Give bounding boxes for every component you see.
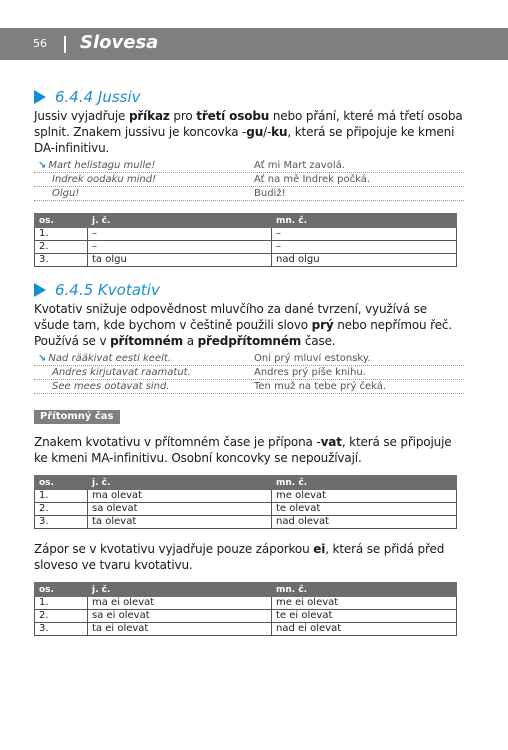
- example-estonian-text: Nad rääkivat eesti keelt.: [48, 353, 171, 364]
- table-row: [35, 228, 457, 241]
- table-cell: 2.: [35, 241, 88, 254]
- example-estonian-text: Mart helistagu mulle!: [48, 160, 156, 171]
- text-run: Znakem kvotativu v přítomném čase je přípona -: [34, 435, 321, 449]
- bold-term: třetí osobu: [196, 109, 270, 123]
- kvotativ-present-table: [34, 475, 457, 529]
- page-number: 56: [33, 37, 47, 50]
- text-run: Zápor se v kvotativu vyjadřuje pouze záporkou: [34, 542, 314, 556]
- column-header: mn. č.: [272, 214, 457, 228]
- column-header: os.: [35, 476, 88, 490]
- table-cell: 3.: [35, 516, 88, 529]
- table-cell: me olevat: [272, 490, 457, 503]
- table-row: [35, 241, 457, 254]
- triangle-bullet-icon: [34, 90, 46, 104]
- table-row: [35, 516, 457, 529]
- table-row: [35, 254, 457, 267]
- example-czech: Ať mi Mart zavolá.: [254, 160, 345, 171]
- table-cell: ta ei olevat: [88, 623, 272, 636]
- column-header: j. č.: [88, 583, 272, 597]
- text-run: , která se přidá před sloveso ve tvaru kvotativu.: [34, 542, 445, 572]
- text-run: nebo přání, které má třetí osoba splnit. Znakem jussivu je koncovka -: [34, 109, 463, 139]
- table-cell: te ei olevat: [272, 610, 457, 623]
- section-title: 6.4.5 Kvotativ: [55, 281, 160, 299]
- table-cell: –: [88, 228, 272, 241]
- bold-term: vat: [320, 435, 342, 449]
- table-header-row: [35, 583, 457, 597]
- column-header: mn. č.: [272, 583, 457, 597]
- jussiv-examples: [34, 159, 464, 201]
- text-run: pro: [169, 109, 197, 123]
- example-estonian: [34, 187, 254, 200]
- column-header: os.: [35, 214, 88, 228]
- arrow-down-right-icon: ↘: [38, 160, 47, 171]
- example-czech: Budiž!: [254, 188, 286, 199]
- table-cell: sa olevat: [88, 503, 272, 516]
- page-content: [34, 88, 464, 636]
- section-heading-jussiv: [34, 88, 464, 106]
- chapter-title: Slovesa: [80, 32, 159, 53]
- example-estonian: [34, 159, 254, 172]
- text-run: Kvotativ snižuje odpovědnost mluvčího za dané tvrzení, využívá se všude tam, kde bychom v češtině použili slovo: [34, 302, 427, 332]
- text-run: , která se připojuje ke kmeni MA-infinitivu. Osobní koncovky se nepoužívají.: [34, 435, 452, 465]
- column-header: mn. č.: [272, 476, 457, 490]
- section-heading-kvotativ: [34, 281, 464, 299]
- table-cell: 2.: [35, 610, 88, 623]
- example-row: [34, 173, 464, 187]
- example-estonian-text: See mees ootavat sind.: [52, 381, 170, 392]
- bold-term: prý: [311, 318, 334, 332]
- example-estonian: [34, 352, 254, 365]
- table-cell: –: [88, 241, 272, 254]
- text-run: , která se připojuje ke kmeni DA-infinitivu.: [34, 125, 455, 155]
- subheading-present-tense: Přítomný čas: [34, 410, 120, 424]
- triangle-bullet-icon: [34, 283, 46, 297]
- example-estonian: [34, 173, 254, 186]
- table-cell: nad olgu: [272, 254, 457, 267]
- table-row: [35, 610, 457, 623]
- page-header: [0, 28, 508, 60]
- table-row: [35, 503, 457, 516]
- example-estonian-text: Andres kirjutavat raamatut.: [52, 367, 191, 378]
- example-estonian-text: Indrek oodaku mind!: [52, 174, 157, 185]
- table-cell: 2.: [35, 503, 88, 516]
- text-run: a: [183, 334, 198, 348]
- example-row: [34, 366, 464, 380]
- column-header: j. č.: [88, 476, 272, 490]
- table-cell: 3.: [35, 623, 88, 636]
- text-run: nebo nepřímou řeč. Používá se v: [34, 318, 453, 348]
- table-cell: ma ei olevat: [88, 597, 272, 610]
- example-estonian: [34, 380, 254, 393]
- table-cell: 1.: [35, 597, 88, 610]
- example-czech: Andres prý píše knihu.: [254, 367, 366, 378]
- example-czech: Ať na mě Indrek počká.: [254, 174, 371, 185]
- table-cell: nad ei olevat: [272, 623, 457, 636]
- kvotativ-description: [34, 301, 464, 349]
- bold-term: předpřítomném: [197, 334, 302, 348]
- kvotativ-negation-table: [34, 582, 457, 636]
- text-run: čase.: [301, 334, 336, 348]
- present-tense-description: [34, 434, 464, 466]
- example-czech: Oni prý mluví estonsky.: [254, 353, 371, 364]
- table-row: [35, 623, 457, 636]
- example-row: [34, 352, 464, 366]
- example-estonian: [34, 366, 254, 379]
- arrow-down-right-icon: ↘: [38, 353, 47, 364]
- jussiv-description: [34, 108, 464, 156]
- bold-term: příkaz: [128, 109, 170, 123]
- text-run: Jussiv vyjadřuje: [34, 109, 129, 123]
- table-cell: ta olgu: [88, 254, 272, 267]
- table-cell: ma olevat: [88, 490, 272, 503]
- table-cell: nad olevat: [272, 516, 457, 529]
- table-cell: 1.: [35, 228, 88, 241]
- bold-term: gu: [246, 125, 264, 139]
- table-row: [35, 490, 457, 503]
- bold-term: ku: [271, 125, 288, 139]
- table-cell: ta olevat: [88, 516, 272, 529]
- table-cell: sa ei olevat: [88, 610, 272, 623]
- table-row: [35, 597, 457, 610]
- column-header: os.: [35, 583, 88, 597]
- column-header: j. č.: [88, 214, 272, 228]
- header-divider: [64, 36, 66, 53]
- kvotativ-examples: [34, 352, 464, 394]
- section-title: 6.4.4 Jussiv: [55, 88, 141, 106]
- table-cell: –: [272, 241, 457, 254]
- table-cell: me ei olevat: [272, 597, 457, 610]
- bold-term: ei: [313, 542, 326, 556]
- example-czech: Ten muž na tebe prý čeká.: [254, 381, 387, 392]
- table-cell: 1.: [35, 490, 88, 503]
- jussiv-table: [34, 213, 457, 267]
- table-cell: –: [272, 228, 457, 241]
- example-row: [34, 159, 464, 173]
- example-row: [34, 380, 464, 394]
- text-run: /-: [263, 125, 272, 139]
- table-header-row: [35, 476, 457, 490]
- table-header-row: [35, 214, 457, 228]
- example-row: [34, 187, 464, 201]
- negation-description: [34, 541, 464, 573]
- example-estonian-text: Olgu!: [52, 188, 80, 199]
- table-cell: 3.: [35, 254, 88, 267]
- table-cell: te olevat: [272, 503, 457, 516]
- bold-term: přítomném: [110, 334, 184, 348]
